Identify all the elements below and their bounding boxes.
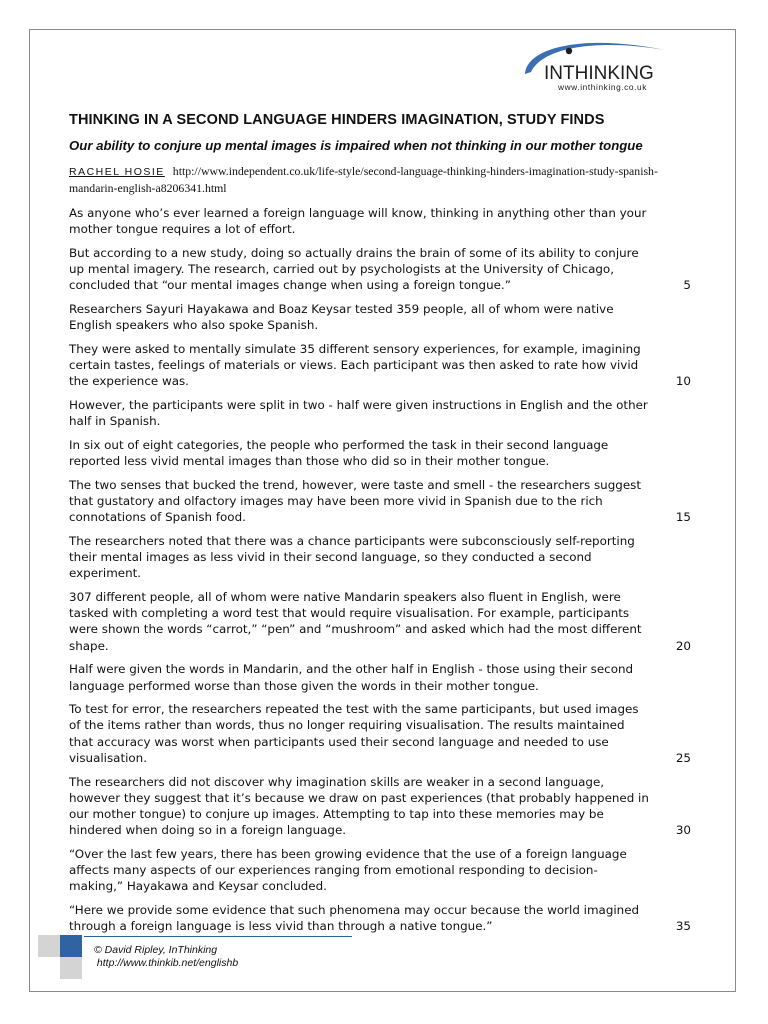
paragraph: As anyone who’s ever learned a foreign language will know, thinking in anything other than your mother tongue requires a lot of effort. (69, 206, 647, 237)
line-number: 10 (675, 374, 691, 389)
line-number: 25 (675, 750, 691, 765)
footer-copyright: © David Ripley, InThinking (94, 944, 218, 956)
line-number: 5 (683, 278, 691, 293)
paragraph: The two senses that bucked the trend, however, were taste and smell - the researchers suggest that gustatory and olfactory images may have been more vivid in Spanish due to the rich connotations of Spanish food. 15 (69, 477, 691, 525)
paragraph: “Over the last few years, there has been growing evidence that the use of a foreign language affects many aspects of our experiences ranging from emotional responding to decision-making,” Hayakawa and Keysar concluded. (69, 846, 627, 894)
inthinking-logo (517, 36, 667, 96)
line-number: 20 (675, 638, 691, 653)
paragraph: 307 different people, all of whom were native Mandarin speakers also fluent in English, were tasked with completing a word test that would require visualisation. For example, participants were shown the words “carrot,” “pen” and “mushroom” and asked which had the most different shape. 20 (69, 590, 691, 653)
paragraph: The researchers noted that there was a chance participants were subconsciously self-reporting their mental images as less vivid in their second language, so they conducted a second experiment. (69, 533, 635, 581)
paragraph: They were asked to mentally simulate 35 different sensory experiences, for example, imagining certain tastes, feelings of materials or views. Each participant was then asked to rate how vivid the experience was. 10 (69, 341, 691, 389)
line-number: 30 (675, 823, 691, 838)
footer-rule (84, 936, 352, 937)
article-body (69, 205, 709, 942)
article-subtitle: Our ability to conjure up mental images is impaired when not thinking in our mother tongue (69, 138, 643, 153)
footer-decor-square (38, 935, 60, 957)
source-url-line-1: http://www.independent.co.uk/life-style/second-language-thinking-hinders-imagination-study-spanish- (172, 164, 658, 178)
paragraph: However, the participants were split in two - half were given instructions in English and the other half in Spanish. (69, 398, 648, 429)
footer-url: http://www.thinkib.net/englishb (94, 956, 239, 969)
logo-url-text: www.inthinking.co.uk (558, 82, 648, 92)
article-title: THINKING IN A SECOND LANGUAGE HINDERS IMAGINATION, STUDY FINDS (69, 112, 605, 128)
source-url-line-2: mandarin-english-a8206341.html (69, 181, 227, 195)
paragraph: “Here we provide some evidence that such phenomena may occur because the world imagined through a foreign language is less vivid than through a native tongue.” 35 (69, 903, 691, 934)
line-number: 15 (675, 510, 691, 525)
line-number: 35 (675, 919, 691, 934)
author-name: RACHEL HOSIE (69, 166, 165, 178)
footer-decor-square (60, 935, 82, 957)
paragraph: Half were given the words in Mandarin, and the other half in English - those using their second language performed worse than those given the words in their mother tongue. (69, 662, 634, 693)
byline (69, 163, 709, 196)
logo-brand-text: INTHINKING (544, 63, 654, 84)
paragraph: To test for error, the researchers repeated the test with the same participants, but used images of the items rather than words, thus no longer requiring visualisation. The results maintained that accuracy was worst when participants used their second language and needed to use visualisation. 25 (69, 702, 691, 765)
footer-credit (94, 944, 238, 969)
paragraph: In six out of eight categories, the people who performed the task in their second language reported less vivid mental images than those who did so in their mother tongue. (69, 437, 609, 469)
paragraph: Researchers Sayuri Hayakawa and Boaz Keysar tested 359 people, all of whom were native English speakers who also spoke Spanish. (69, 302, 614, 333)
footer-decor-square (60, 957, 82, 979)
paragraph: But according to a new study, doing so actually drains the brain of some of its ability to conjure up mental imagery. The research, carried out by psychologists at the University of Chicago, concluded that “our mental images change when using a foreign tongue.” 5 (69, 245, 691, 293)
paragraph: The researchers did not discover why imagination skills are weaker in a second language, however they suggest that it’s because we draw on past experiences (that probably happened in our mother tongue) to conjure up images. Attempting to tap into these memories may be hindered when doing so in a foreign language. 30 (69, 774, 691, 838)
